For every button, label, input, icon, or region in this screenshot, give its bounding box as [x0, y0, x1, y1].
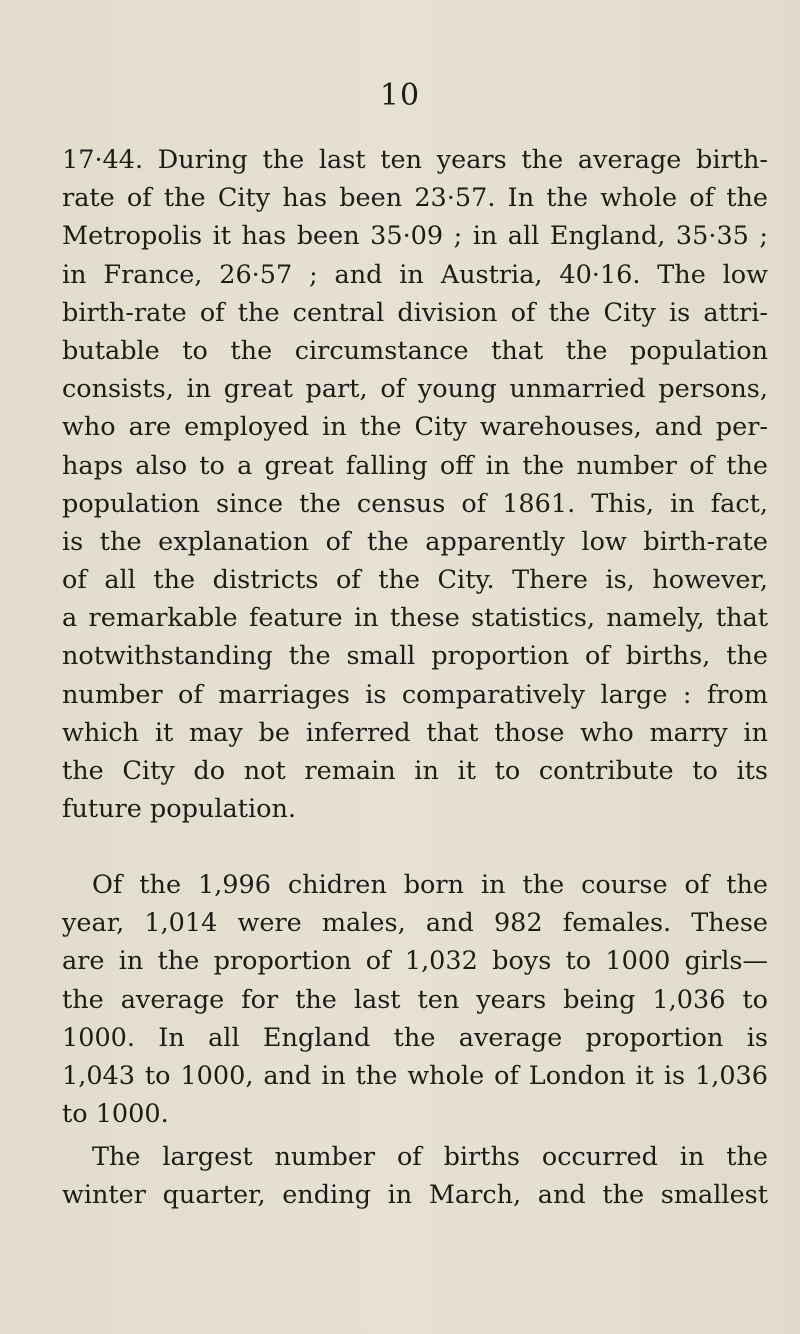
text-line: the City do not remain in it to contribute to its — [62, 756, 768, 786]
text-line: in France, 26·57 ; and in Austria, 40·16. The low — [62, 259, 768, 290]
text-line: birth-rate of the central division of the City is attri- — [62, 297, 768, 328]
text-line: winter quarter, ending in March, and the smallest — [62, 1180, 768, 1211]
text-line: rate of the City has been 23·57. In the whole of the — [62, 183, 768, 214]
text-line: Of the 1,996 chidren born in the course of the — [92, 870, 768, 900]
text-line: number of marriages is comparatively large : from — [62, 679, 768, 710]
page-number: 10 — [379, 78, 421, 113]
text-line: future population. — [62, 794, 296, 825]
text-line: 17·44. During the last ten years the average birth- — [62, 145, 768, 175]
text-line: Metropolis it has been 35·09 ; in all England, 35·35 ; — [62, 221, 768, 252]
text-line: are in the proportion of 1,032 boys to 1000 girls— — [62, 946, 768, 977]
paragraph-seasonal-births — [62, 1138, 768, 1214]
text-line: a remarkable feature in these statistics, namely, that — [62, 603, 768, 634]
text-line: 1000. In all England the average proportion is — [62, 1022, 768, 1053]
text-line: notwithstanding the small proportion of births, the — [62, 641, 768, 672]
paragraph-birth-rate — [62, 141, 768, 828]
text-line: is the explanation of the apparently low birth-rate — [62, 526, 768, 557]
text-line: The largest number of births occurred in the — [92, 1142, 768, 1172]
text-line: which it may be inferred that those who marry in — [62, 717, 768, 748]
text-line: to 1000. — [62, 1099, 169, 1130]
text-line: haps also to a great falling off in the number of the — [62, 450, 768, 481]
text-line: of all the districts of the City. There is, however, — [62, 565, 768, 596]
text-line: population since the census of 1861. This, in fact, — [62, 488, 768, 519]
text-line: the average for the last ten years being 1,036 to — [62, 984, 768, 1015]
paragraph-sex-ratio — [62, 866, 768, 1133]
text-line: consists, in great part, of young unmarried persons, — [62, 374, 768, 405]
text-line: butable to the circumstance that the population — [62, 335, 768, 366]
text-line: who are employed in the City warehouses, and per- — [62, 412, 768, 443]
text-line: year, 1,014 were males, and 982 females. These — [62, 908, 768, 939]
text-line: 1,043 to 1000, and in the whole of London it is 1,036 — [62, 1060, 768, 1091]
